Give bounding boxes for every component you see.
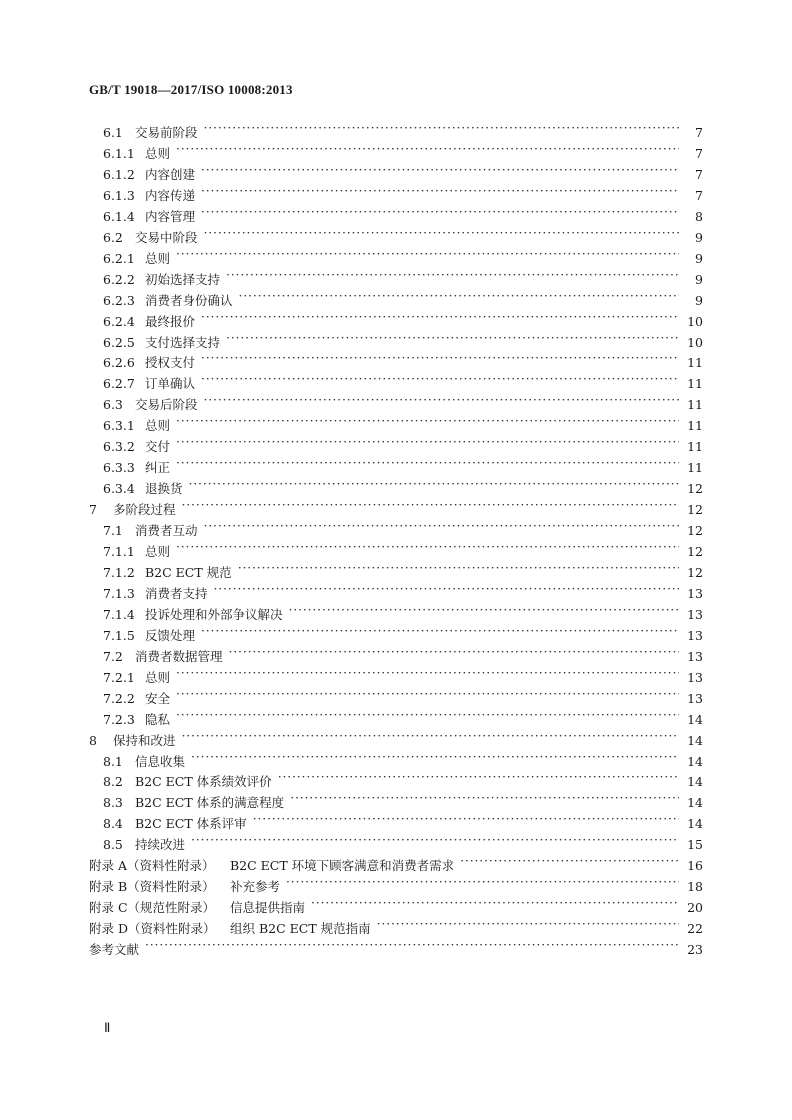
toc-entry-page: 13: [687, 690, 703, 706]
toc-entry[interactable]: [103, 831, 703, 853]
toc-entry-title: 交易后阶段: [135, 397, 198, 413]
toc-entry-page: 9: [695, 250, 703, 266]
toc-entry-page: 13: [687, 627, 703, 643]
toc-entry-title: 支付选择支持: [145, 334, 221, 350]
dot-leader: [214, 580, 679, 598]
toc-entry-number: 6.2.4: [103, 313, 135, 329]
toc-entry-title: 退换货: [145, 481, 183, 497]
dot-leader: [182, 496, 679, 514]
toc-entry-page: 14: [687, 711, 703, 727]
toc-entry[interactable]: [103, 370, 703, 392]
toc-entry-number: 7: [89, 502, 97, 518]
toc-entry-title: 交易前阶段: [135, 125, 198, 140]
toc-entry-number: 7.1.1: [103, 544, 135, 559]
toc-entry-number: 7.2.3: [103, 711, 135, 727]
toc-entry-title: 消费者支持: [145, 585, 208, 601]
toc-entry[interactable]: [103, 643, 703, 664]
toc-entry[interactable]: [89, 496, 703, 518]
dot-leader: [311, 894, 679, 912]
dot-leader: [189, 475, 679, 493]
toc-entry-number: 8.4: [103, 816, 123, 832]
toc-entry[interactable]: [103, 748, 703, 769]
toc-entry-number: 8.1: [103, 753, 123, 769]
toc-entry[interactable]: [103, 349, 703, 371]
toc-entry[interactable]: [103, 538, 703, 559]
toc-entry-title: B2C ECT 规范: [145, 564, 232, 580]
toc-entry[interactable]: [89, 915, 703, 937]
toc-entry[interactable]: [103, 224, 703, 245]
dot-leader: [204, 119, 679, 137]
toc-entry-page: 11: [687, 460, 703, 476]
toc-entry-page: 10: [687, 313, 703, 329]
toc-entry-number: 附录 D（资料性附录）: [89, 921, 216, 937]
toc-entry-number: 7.2.2: [103, 690, 135, 706]
toc-entry-page: 9: [695, 229, 703, 245]
toc-entry-page: 11: [687, 418, 703, 434]
toc-entry-title: 交付: [145, 439, 171, 455]
toc-entry-title: 最终报价: [145, 313, 196, 329]
toc-entry-page: 22: [687, 921, 703, 937]
toc-entry[interactable]: [103, 789, 703, 811]
toc-entry-title: B2C ECT 体系绩效评价: [135, 774, 272, 790]
toc-entry-page: 13: [687, 606, 703, 622]
dot-leader: [290, 789, 679, 807]
toc-entry-title: 隐私: [145, 711, 171, 727]
toc-entry-page: 14: [687, 816, 703, 832]
toc-entry-page: 23: [687, 942, 703, 958]
toc-entry-title: 总则: [145, 145, 171, 161]
toc-entry-title: 纠正: [145, 460, 171, 476]
dot-leader: [226, 329, 679, 347]
toc-entry-page: 7: [695, 125, 703, 140]
toc-entry[interactable]: [103, 706, 703, 727]
toc-entry-page: 11: [687, 355, 703, 371]
dot-leader: [226, 266, 679, 284]
dot-leader: [182, 727, 679, 745]
toc-entry-number: 7.1.4: [103, 606, 135, 622]
dot-leader: [286, 873, 679, 891]
standard-code-header: GB/T 19018—2017/ISO 10008:2013: [89, 82, 293, 97]
dot-leader: [204, 224, 679, 242]
toc-entry-number: 7.1.5: [103, 627, 135, 643]
toc-entry-number: 6.1: [103, 125, 123, 140]
toc-entry-number: 8: [89, 732, 97, 748]
toc-entry-page: 10: [687, 334, 703, 350]
toc-entry-number: 8.3: [103, 795, 123, 811]
toc-entry[interactable]: [89, 894, 703, 916]
toc-entry-title: 订单确认: [145, 376, 196, 392]
toc-entry[interactable]: [103, 287, 703, 308]
toc-entry[interactable]: [103, 391, 703, 413]
toc-entry-page: 7: [695, 166, 703, 182]
toc-entry-title: 内容传递: [145, 187, 196, 203]
toc-entry-title: B2C ECT 体系的满意程度: [135, 795, 285, 811]
dot-leader: [176, 685, 679, 703]
toc-entry-title: 总则: [145, 544, 171, 559]
toc-entry-title: 持续改进: [135, 837, 186, 853]
toc-entry-number: 6.2.2: [103, 271, 135, 287]
toc-entry-number: 6.3.4: [103, 481, 135, 497]
toc-entry[interactable]: [103, 329, 703, 350]
page-number: Ⅱ: [104, 1020, 111, 1035]
toc-entry-page: 14: [687, 732, 703, 748]
dot-leader: [176, 664, 679, 682]
toc-entry-title: 内容管理: [145, 208, 196, 224]
toc-entry-page: 13: [687, 648, 703, 664]
toc-entry-page: 9: [695, 271, 703, 287]
dot-leader: [278, 768, 679, 786]
toc-entry-page: 12: [687, 481, 703, 497]
toc-entry[interactable]: [89, 936, 703, 958]
dot-leader: [201, 182, 679, 200]
dot-leader: [201, 203, 679, 221]
toc-entry-title: 总则: [145, 669, 171, 685]
dot-leader: [191, 748, 679, 766]
dot-leader: [204, 517, 679, 535]
dot-leader: [253, 810, 679, 828]
dot-leader: [204, 391, 679, 409]
toc-entry-title: 安全: [145, 690, 171, 706]
toc-entry[interactable]: [103, 664, 703, 685]
dot-leader: [201, 349, 679, 367]
toc-entry-number: 6.3.3: [103, 460, 135, 476]
dot-leader: [229, 643, 679, 661]
toc-entry-page: 9: [695, 292, 703, 308]
toc-entry[interactable]: [103, 140, 703, 161]
toc-entry-page: 13: [687, 669, 703, 685]
toc-entry-number: 6.2.6: [103, 355, 135, 371]
dot-leader: [377, 915, 679, 933]
toc-entry[interactable]: [103, 412, 703, 434]
toc-entry-number: 6.2: [103, 229, 123, 245]
toc-entry-number: 7.1.3: [103, 585, 135, 601]
toc-entry-page: 20: [687, 900, 703, 916]
toc-entry[interactable]: [103, 433, 703, 455]
toc-entry[interactable]: [103, 454, 703, 476]
toc-entry-page: 7: [695, 145, 703, 161]
toc-entry-page: 11: [687, 376, 703, 392]
toc-entry[interactable]: [103, 559, 703, 580]
toc-entry-number: 7.1: [103, 523, 123, 539]
toc-entry-page: 14: [687, 795, 703, 811]
toc-entry[interactable]: [103, 308, 703, 329]
dot-leader: [176, 538, 679, 556]
toc-entry[interactable]: [103, 622, 703, 643]
dot-leader: [289, 601, 679, 619]
toc-entry-number: 6.2.1: [103, 250, 135, 266]
toc-entry-number: 6.3: [103, 397, 123, 413]
toc-entry-page: 12: [687, 544, 703, 559]
dot-leader: [201, 622, 679, 640]
toc-entry-title: 授权支付: [145, 355, 196, 371]
toc-entry-number: 8.5: [103, 837, 123, 853]
toc-entry-title: 保持和改进: [113, 732, 176, 748]
toc-entry-title: 反馈处理: [145, 627, 196, 643]
toc-entry-title: 消费者互动: [135, 523, 198, 539]
toc-entry-page: 8: [695, 208, 703, 224]
toc-entry-number: 6.1.2: [103, 166, 135, 182]
dot-leader: [176, 433, 679, 451]
toc-entry-page: 13: [687, 585, 703, 601]
toc-entry-title: 多阶段过程: [113, 502, 176, 518]
toc-entry-title: 消费者身份确认: [145, 292, 233, 308]
dot-leader: [201, 161, 679, 179]
toc-entry[interactable]: [103, 245, 703, 266]
dot-leader: [239, 287, 679, 305]
toc-entry-page: 18: [687, 879, 703, 895]
toc-entry-number: 附录 B（资料性附录）: [89, 879, 215, 895]
toc-entry-number: 附录 A（资料性附录）: [89, 858, 215, 874]
toc-entry[interactable]: [89, 873, 703, 895]
toc-entry-page: 16: [687, 858, 703, 874]
toc-entry-title: 总则: [145, 250, 171, 266]
toc-entry-title: 信息收集: [135, 753, 186, 769]
toc-entry-number: 7.2: [103, 648, 123, 664]
toc-entry-title: 补充参考: [230, 879, 281, 895]
dot-leader: [201, 370, 679, 388]
toc-entry-number: 6.1.1: [103, 145, 135, 161]
toc-entry-title: B2C ECT 体系评审: [135, 816, 247, 832]
toc-entry[interactable]: [103, 182, 703, 203]
toc-entry-title: 内容创建: [145, 166, 196, 182]
dot-leader: [176, 412, 679, 430]
toc-entry[interactable]: [103, 119, 703, 140]
dot-leader: [460, 852, 679, 870]
toc-entry[interactable]: [103, 266, 703, 287]
toc-entry[interactable]: [103, 517, 703, 539]
toc-entry[interactable]: [103, 810, 703, 832]
dot-leader: [201, 308, 679, 326]
toc-entry[interactable]: [103, 601, 703, 622]
toc-entry-title: 总则: [145, 418, 171, 434]
dot-leader: [176, 454, 679, 472]
toc-entry-number: 6.2.7: [103, 376, 135, 392]
toc-entry[interactable]: [89, 727, 703, 748]
toc-entry[interactable]: [103, 580, 703, 601]
toc-entry-title: 信息提供指南: [230, 900, 306, 916]
toc-entry-title: 消费者数据管理: [135, 648, 223, 664]
toc-entry-page: 14: [687, 753, 703, 769]
dot-leader: [176, 245, 679, 263]
toc-entry-number: 6.3.1: [103, 418, 135, 434]
toc-entry-number: 7.1.2: [103, 564, 135, 580]
toc-entry[interactable]: [103, 203, 703, 224]
toc-entry-title: 参考文献: [89, 942, 140, 958]
toc-entry[interactable]: [103, 475, 703, 497]
toc-entry[interactable]: [103, 768, 703, 790]
toc-entry-number: 附录 C（规范性附录）: [89, 900, 216, 916]
dot-leader: [145, 936, 679, 954]
toc-entry-title: 投诉处理和外部争议解决: [145, 606, 283, 622]
toc-entry-title: 初始选择支持: [145, 271, 221, 287]
toc-entry-number: 6.3.2: [103, 439, 135, 455]
toc-entry[interactable]: [103, 685, 703, 706]
toc-entry-page: 7: [695, 187, 703, 203]
toc-entry[interactable]: [89, 852, 703, 874]
toc-entry-title: 交易中阶段: [135, 229, 198, 245]
toc-entry-number: 7.2.1: [103, 669, 135, 685]
toc-entry-page: 11: [687, 397, 703, 413]
toc-entry-page: 14: [687, 774, 703, 790]
dot-leader: [238, 559, 679, 577]
toc-entry-number: 6.2.5: [103, 334, 135, 350]
toc-entry[interactable]: [103, 161, 703, 182]
toc-entry-number: 6.1.4: [103, 208, 135, 224]
toc-entry-number: 6.1.3: [103, 187, 135, 203]
toc-entry-page: 12: [687, 523, 703, 539]
dot-leader: [176, 140, 679, 158]
toc-entry-page: 12: [687, 564, 703, 580]
toc-entry-page: 12: [687, 502, 703, 518]
toc-entry-page: 11: [687, 439, 703, 455]
dot-leader: [176, 706, 679, 724]
toc-entry-title: 组织 B2C ECT 规范指南: [230, 921, 371, 937]
toc-entry-number: 6.2.3: [103, 292, 135, 308]
dot-leader: [191, 831, 679, 849]
toc-entry-page: 15: [687, 837, 703, 853]
toc-entry-number: 8.2: [103, 774, 123, 790]
toc-entry-title: B2C ECT 环境下顾客满意和消费者需求: [230, 858, 455, 874]
